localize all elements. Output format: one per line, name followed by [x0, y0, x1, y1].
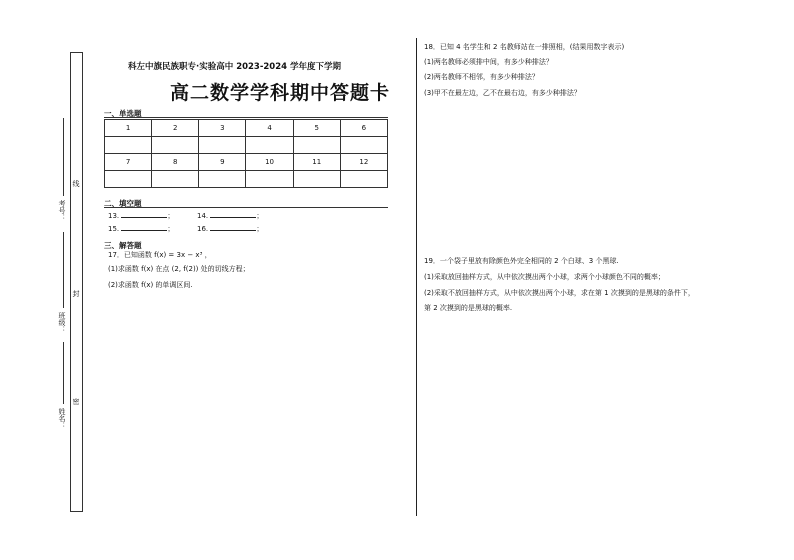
grid-answer-row [105, 137, 388, 154]
grid-cell: 2 [152, 120, 199, 137]
exam-no-line [63, 118, 64, 196]
grid-label-row [105, 154, 388, 171]
section-solve: 三、解答题 [104, 241, 142, 250]
page-title: 高二数学学科期中答题卡 [170, 82, 391, 104]
q19-part2a: (2)采取不放回抽样方式，从中依次摸出两个小球，求在第 1 次摸到的是黑球的条件下， [424, 289, 695, 297]
q14-label: 14. [197, 212, 209, 220]
answer-cell[interactable] [293, 171, 340, 188]
answer-cell[interactable] [152, 171, 199, 188]
answer-cell[interactable] [152, 137, 199, 154]
q13-semicolon: ； [167, 212, 175, 220]
answer-cell[interactable] [340, 137, 387, 154]
q16-label: 16. [197, 225, 209, 233]
grid-answer-row [105, 171, 388, 188]
answer-cell[interactable] [340, 171, 387, 188]
answer-cell[interactable] [293, 137, 340, 154]
q17-stem: 17．已知函数 f(x) = 3x − x³ ， [108, 251, 212, 259]
q18-part2: (2)两名教师不相邻，有多少种排法？ [424, 73, 539, 81]
q18-part3: (3)甲不在最左边，乙不在最右边，有多少种排法？ [424, 89, 581, 97]
q17-part1: (1)求函数 f(x) 在点 (2, f(2)) 处的切线方程； [108, 265, 250, 273]
q15-semicolon: ； [167, 225, 175, 233]
q19-stem: 19．一个袋子里放有除颜色外完全相同的 2 个白球、3 个黑球. [424, 257, 619, 265]
answer-cell[interactable] [105, 137, 152, 154]
blank-q14 [197, 211, 263, 220]
grid-cell: 6 [340, 120, 387, 137]
name-line [63, 342, 64, 404]
class-label: 班级： [58, 312, 66, 333]
q17-part2: (2)求函数 f(x) 的单调区间. [108, 281, 193, 289]
blank-q15 [108, 224, 174, 233]
binding-strip [70, 52, 83, 512]
grid-cell: 7 [105, 154, 152, 171]
exam-no-label: 考号： [58, 200, 66, 221]
grid-cell: 12 [340, 154, 387, 171]
answer-cell[interactable] [246, 171, 293, 188]
q15-answer-line[interactable] [121, 224, 167, 231]
grid-cell: 11 [293, 154, 340, 171]
name-label: 姓名： [58, 408, 66, 429]
grid-cell: 4 [246, 120, 293, 137]
answer-cell[interactable] [199, 137, 246, 154]
answer-grid [104, 119, 388, 188]
school-line: 科左中旗民族职专·实验高中 2023-2024 学年度下学期 [128, 62, 341, 72]
q14-answer-line[interactable] [210, 211, 256, 218]
q19-part1: (1)采取放回抽样方式，从中依次摸出两个小球，求两个小球颜色不同的概率； [424, 273, 665, 281]
grid-cell: 3 [199, 120, 246, 137]
grid-cell: 9 [199, 154, 246, 171]
seal-char-line: 线 [72, 180, 80, 187]
section-fill-blank: 二、填空题 [104, 199, 142, 208]
q14-semicolon: ； [256, 212, 264, 220]
grid-cell: 5 [293, 120, 340, 137]
answer-cell[interactable] [199, 171, 246, 188]
blank-q16 [197, 224, 263, 233]
grid-cell: 8 [152, 154, 199, 171]
class-line [63, 232, 64, 308]
q13-answer-line[interactable] [121, 211, 167, 218]
q19-part2b: 第 2 次摸到的是黑球的概率. [424, 304, 513, 312]
answer-cell[interactable] [246, 137, 293, 154]
seal-char-seal: 封 [72, 290, 80, 297]
section-single-choice: 一、单选题 [104, 109, 142, 118]
q18-stem: 18．已知 4 名学生和 2 名教师站在一排照相，(结果用数字表示) [424, 43, 625, 51]
q15-label: 15. [108, 225, 120, 233]
q13-label: 13. [108, 212, 120, 220]
q16-answer-line[interactable] [210, 224, 256, 231]
section-rule [104, 117, 388, 118]
answer-cell[interactable] [105, 171, 152, 188]
column-divider [416, 38, 417, 516]
q16-semicolon: ； [256, 225, 264, 233]
seal-char-secret: 密 [72, 398, 80, 405]
grid-label-row [105, 120, 388, 137]
grid-cell: 1 [105, 120, 152, 137]
q18-part1: (1)两名教师必须排中间，有多少种排法？ [424, 58, 553, 66]
grid-cell: 10 [246, 154, 293, 171]
blank-q13 [108, 211, 174, 220]
section-rule [104, 207, 388, 208]
